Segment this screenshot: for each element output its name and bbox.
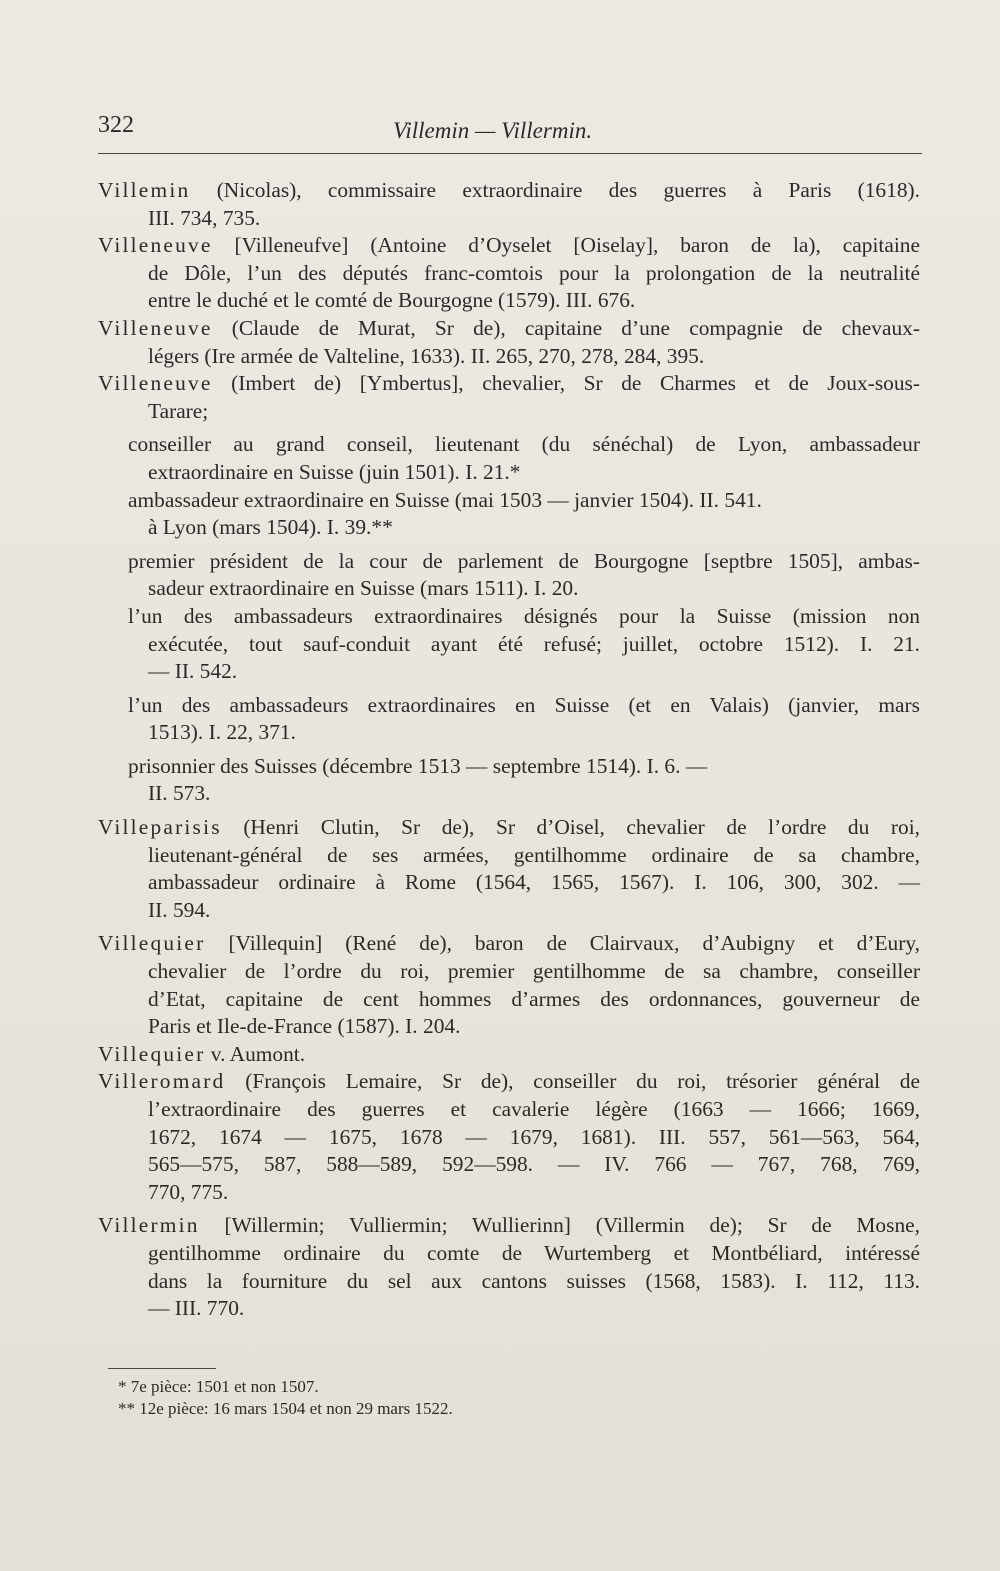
page-number: 322 [98,112,134,138]
sub-entry [98,692,920,747]
entry-text: 565—575, 587, 588—589, 592—598. — IV. 766 — 767, 768, 769, [148,1152,920,1177]
entry-headword: Villequier [98,1041,206,1066]
entry-text: II. 594. [148,897,211,922]
entry-text: (Henri Clutin, Sr de), Sr d’Oisel, chevalier de l’ordre du roi, [243,815,920,840]
index-entry [98,1212,920,1322]
entry-text: III. 734, 735. [148,205,261,230]
footnote-rule [108,1368,216,1369]
index-entry [98,232,920,315]
entry-text: (François Lemaire, Sr de), conseiller du roi, trésorier général de [245,1069,920,1094]
index-entry [98,370,920,808]
entry-text: (Claude de Murat, Sr de), capitaine d’une compagnie de chevaux- [231,315,921,340]
footnotes [118,1376,453,1420]
entry-text: exécutée, tout sauf-conduit ayant été refusé; juillet, octobre 1512). I. 21. [148,631,920,656]
entry-headword: Villermin [98,1213,200,1238]
entry-text: l’un des ambassadeurs extraordinaires en Suisse (et en Valais) (janvier, mars [128,692,920,717]
sub-entry [98,487,920,542]
entry-text: ambassadeur ordinaire à Rome (1564, 1565, 1567). I. 106, 300, 302. — [148,870,920,895]
entry-text: Paris et Ile-de-France (1587). I. 204. [148,1014,461,1039]
sub-entry [98,603,920,686]
entry-headword: Villeneuve [98,233,213,258]
entry-headword: Villequier [98,931,206,956]
entry-headword: Villeneuve [98,315,213,340]
entry-text: d’Etat, capitaine de cent hommes d’armes des ordonnances, gouverneur de [148,986,920,1011]
entry-text: de Dôle, l’un des députés franc-comtois pour la prolongation de la neutralité [148,260,920,285]
footnote: * 7e pièce: 1501 et non 1507. [118,1377,319,1396]
entry-text: ambassadeur extraordinaire en Suisse (mai 1503 — janvier 1504). II. 541. [128,487,762,512]
entry-text: légers (Ire armée de Valteline, 1633). II. 265, 270, 278, 284, 395. [148,343,705,368]
footnote: ** 12e pièce: 16 mars 1504 et non 29 mars 1522. [118,1399,453,1418]
index-entry [98,814,920,924]
entry-text: prisonnier des Suisses (décembre 1513 — septembre 1514). I. 6. — [128,753,708,778]
header-rule [98,153,922,154]
sub-entry [98,753,920,808]
entry-text: extraordinaire en Suisse (juin 1501). I. 21.* [148,459,521,484]
index-body [98,177,920,1323]
entry-text: conseiller au grand conseil, lieutenant (du sénéchal) de Lyon, ambassadeur [128,432,920,457]
index-entry [98,315,920,370]
entry-text: Tarare; [148,398,209,423]
entry-text: l’un des ambassadeurs extraordinaires désignés pour la Suisse (mission non [128,603,920,628]
entry-text: [Willermin; Vulliermin; Wullierinn] (Villermin de); Sr de Mosne, [224,1213,920,1238]
entry-text: (Imbert de) [Ymbertus], chevalier, Sr de Charmes et de Joux-sous- [231,371,920,396]
entry-text: [Villeneufve] (Antoine d’Oyselet [Oiselay], baron de la), capitaine [234,233,920,258]
entry-text: v. Aumont. [210,1041,306,1066]
entry-text: — III. 770. [148,1296,245,1321]
entry-text: dans la fourniture du sel aux cantons suisses (1568, 1583). I. 112, 113. [148,1268,920,1293]
entry-text: II. 573. [148,781,211,806]
entry-text: 770, 775. [148,1179,229,1204]
page-header [98,112,920,148]
entry-text: l’extraordinaire des guerres et cavalerie légère (1663 — 1666; 1669, [148,1097,920,1121]
entry-text: (Nicolas), commissaire extraordinaire des guerres à Paris (1618). [216,178,920,202]
index-entry [98,930,920,1040]
entry-text: premier président de la cour de parlement de Bourgogne [septbre 1505], ambas- [128,548,920,573]
entry-text: 1513). I. 22, 371. [148,720,296,745]
entry-text: entre le duché et le comté de Bourgogne (1579). III. 676. [148,288,636,313]
entry-text: chevalier de l’ordre du roi, premier gentilhomme de sa chambre, conseiller [148,959,920,984]
entry-text: [Villequin] (René de), baron de Clairvaux, d’Aubigny et d’Eury, [228,931,920,956]
sub-entry [98,431,920,486]
entry-headword: Villeromard [98,1069,226,1094]
entry-text: — II. 542. [148,659,238,684]
entry-text: à Lyon (mars 1504). I. 39.** [148,515,393,540]
sub-entry [98,548,920,603]
entry-text: gentilhomme ordinaire du comte de Wurtemberg et Montbéliard, intéressé [148,1240,920,1265]
entry-text: lieutenant-général de ses armées, gentilhomme ordinaire de sa chambre, [148,842,920,867]
entry-text: sadeur extraordinaire en Suisse (mars 1511). I. 20. [148,576,579,601]
index-entry [98,1068,920,1206]
entry-headword: Villemin [98,178,191,202]
entry-headword: Villeneuve [98,371,213,396]
index-entry [98,177,920,232]
entry-text: 1672, 1674 — 1675, 1678 — 1679, 1681). III. 557, 561—563, 564, [148,1124,920,1149]
running-title: Villemin — Villermin. [393,118,593,143]
entry-headword: Villeparisis [98,815,222,840]
index-entry [98,1041,920,1069]
